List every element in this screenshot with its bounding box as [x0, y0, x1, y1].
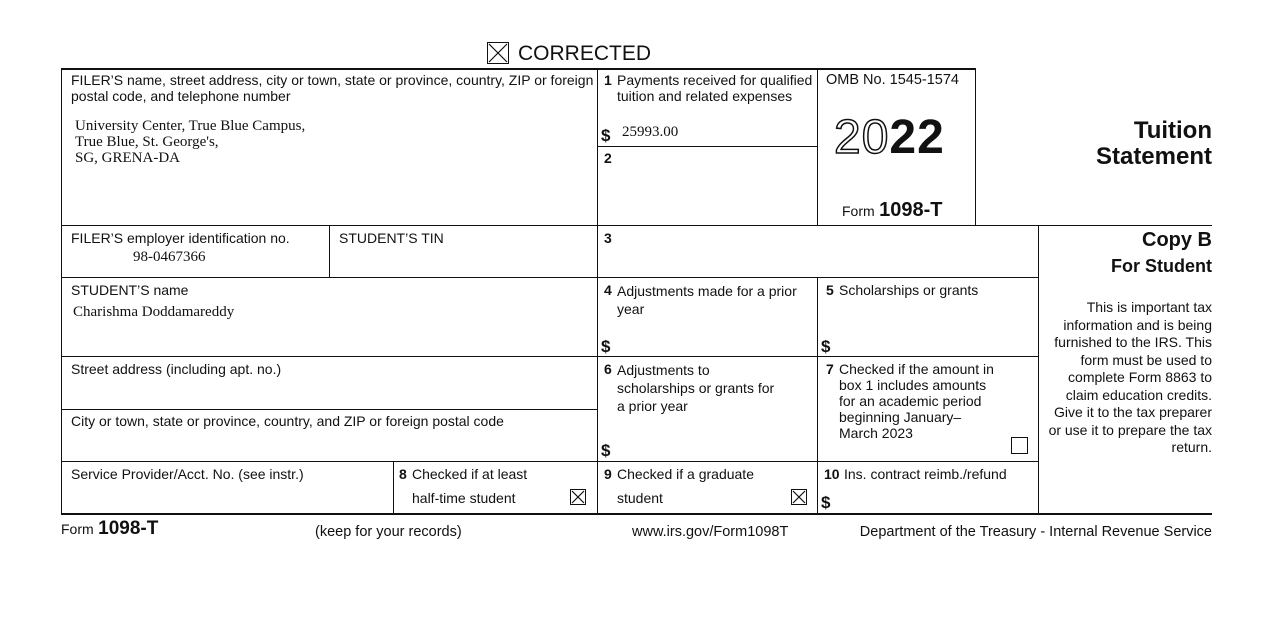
copy-notice: This is important tax information and is being furnished to the IRS. This form must be used to complete Form 8863 to claim education credits. Give it to the tax preparer or use it to prepare the tax return.: [1048, 299, 1212, 455]
box7-label: Checked if the amount in box 1 includes amounts for an academic period beginning January– March 2023: [839, 361, 994, 441]
form-id-header: [842, 199, 943, 222]
footer-form-prefix: Form: [61, 521, 94, 537]
box6-number: 6: [604, 361, 612, 377]
box1-number: 1: [604, 72, 612, 88]
box9-label-line1: Checked if a graduate: [617, 466, 754, 482]
col-divider-45: [817, 277, 818, 514]
tax-year-outline: 20: [834, 111, 890, 164]
form-title-line1: Tuition: [1133, 117, 1212, 144]
provider-box8-divider: [393, 461, 394, 514]
student-tin-label: STUDENT’S TIN: [339, 230, 444, 246]
box1-value: 25993.00: [622, 124, 679, 140]
filer-address-line2: True Blue, St. George's,: [75, 134, 219, 150]
corrected-label: CORRECTED: [518, 42, 652, 65]
footer-department: Department of the Treasury - Internal Revenue Service: [859, 524, 1212, 540]
box6-dollar-sign: $: [601, 441, 611, 460]
box10-label: Ins. contract reimb./refund: [844, 466, 1007, 482]
form-left-border: [61, 68, 62, 514]
box7-checkbox[interactable]: [1011, 437, 1028, 454]
filer-ein-value: 98-0467366: [133, 249, 206, 265]
filer-ein-label: FILER’S employer identification no.: [71, 230, 290, 246]
box10-number: 10: [824, 466, 840, 482]
box9-checkbox[interactable]: [791, 489, 807, 505]
ein-tin-divider: [329, 225, 330, 278]
footer-keep-note: (keep for your records): [315, 524, 462, 540]
x-checkbox-icon: [571, 490, 585, 504]
box5-dollar-sign: $: [821, 337, 831, 356]
box1-bottom: [597, 146, 817, 147]
box8-checkbox[interactable]: [570, 489, 586, 505]
student-name-label: STUDENT’S name: [71, 282, 189, 298]
col-divider-omb: [817, 68, 818, 226]
box3-number: 3: [604, 230, 612, 246]
box9-label-line2: student: [617, 490, 663, 506]
form-title-line2: Statement: [1095, 143, 1212, 170]
box8-number: 8: [399, 466, 407, 482]
box8-label-line2: half-time student: [412, 490, 516, 506]
x-checkbox-icon: [792, 490, 806, 504]
form-number: 1098-T: [879, 199, 943, 221]
box5-number: 5: [826, 282, 834, 298]
street-bottom: [61, 409, 597, 410]
box8-label-line1: Checked if at least: [412, 466, 528, 482]
box4-dollar-sign: $: [601, 337, 611, 356]
copy-title: Copy B: [1142, 229, 1212, 251]
city-label: City or town, state or province, country, and ZIP or foreign postal code: [71, 413, 504, 429]
footer-form-number: 1098-T: [98, 518, 159, 539]
box1-dollar-sign: $: [601, 126, 611, 145]
filer-name-label: FILER’S name, street address, city or town, state or province, country, ZIP or foreign postal code, and telephone number: [71, 72, 594, 104]
row1-bottom: [61, 225, 1212, 226]
row3-bottom: [61, 356, 1038, 357]
form-top-border: [61, 68, 976, 70]
box10-dollar-sign: $: [821, 493, 831, 512]
box2-number: 2: [604, 150, 612, 166]
filer-address-line3: SG, GRENA-DA: [75, 150, 180, 166]
street-address-label: Street address (including apt. no.): [71, 361, 282, 377]
box1-label: Payments received for qualified tuition and related expenses: [617, 72, 813, 104]
corrected-checkbox[interactable]: [487, 42, 509, 64]
row2-bottom: [61, 277, 1038, 278]
box6-label: Adjustments to scholarships or grants for a prior year: [617, 362, 775, 414]
box4-label: Adjustments made for a prior year: [617, 283, 797, 317]
box9-number: 9: [604, 466, 612, 482]
tax-year: [834, 112, 945, 164]
form-bottom-border: [61, 513, 1212, 515]
tax-year-bold: 22: [889, 111, 945, 164]
omb-number: OMB No. 1545-1574: [826, 72, 959, 88]
student-name-value: Charishma Doddamareddy: [73, 304, 235, 320]
box7-number: 7: [826, 361, 834, 377]
box5-label: Scholarships or grants: [839, 282, 979, 298]
copy-subtitle: For Student: [1111, 256, 1212, 276]
footer-url[interactable]: www.irs.gov/Form1098T: [632, 524, 789, 540]
copy-col-divider: [1038, 225, 1039, 514]
footer-form-id: [61, 518, 158, 540]
filer-address-line1: University Center, True Blue Campus,: [75, 118, 306, 134]
box4-number: 4: [604, 282, 612, 298]
x-checkbox-icon: [488, 43, 508, 63]
col-divider-right: [975, 68, 976, 226]
service-provider-label: Service Provider/Acct. No. (see instr.): [71, 466, 304, 482]
row4-bottom: [61, 461, 1038, 462]
col-divider-main: [597, 68, 598, 514]
form-prefix: Form: [842, 203, 875, 219]
